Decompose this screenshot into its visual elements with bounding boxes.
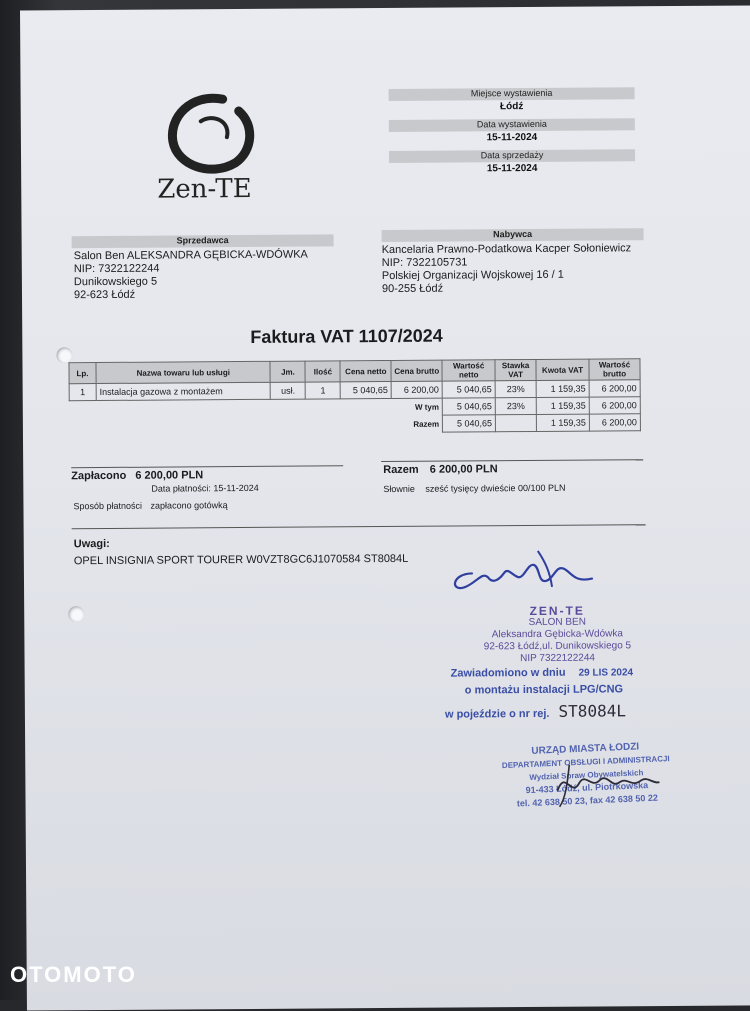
- in-words-block: [383, 483, 565, 494]
- table-row-razem: [69, 414, 640, 435]
- cell-gross-value: 6 200,00: [589, 380, 640, 397]
- place-value: Łódź: [499, 101, 524, 113]
- cell-unit: usł.: [271, 382, 306, 399]
- office-department: DEPARTAMENT OBSŁUGI I ADMINISTRACJI: [501, 754, 670, 771]
- notes-text: OPEL INSIGNIA SPORT TOURER W0VZT8GC6J1070584 ST8084L: [73, 552, 409, 568]
- col-unit: Jm.: [270, 361, 305, 382]
- col-net-value: Wartość netto: [442, 360, 495, 381]
- buyer-city: 90-255 Łódź: [381, 282, 444, 296]
- buyer-nip: NIP: 7322105731: [381, 256, 468, 270]
- reg-date: 29 LIS 2024: [578, 667, 634, 679]
- cell-net-value: 5 040,65: [442, 381, 495, 398]
- otomoto-watermark: OTOMOTO: [10, 962, 137, 987]
- col-qty: Ilość: [305, 361, 340, 382]
- place-label: Miejsce wystawienia: [389, 87, 635, 101]
- issue-date-value: 15-11-2024: [486, 131, 538, 144]
- reg-vehicle: [445, 703, 685, 723]
- office-phone: tel. 42 638 50 23, fax 42 638 50 22: [516, 792, 659, 809]
- seller-nip: NIP: 7322122244: [73, 262, 160, 276]
- office-name: URZĄD MIASTA ŁODZI: [531, 741, 640, 757]
- buyer-street: Polskiej Organizacji Wojskowej 16 / 1: [381, 268, 564, 283]
- cell-vat-amount: 1 159,35: [536, 380, 589, 397]
- in-words-value: sześć tysięcy dwieście 00/100 PLN: [425, 482, 566, 494]
- payment-method-block: [73, 500, 227, 511]
- cell-lp: 1: [69, 384, 96, 401]
- office-division: Wydział Spraw Obywatelskich: [529, 768, 644, 783]
- in-words-label: Słownie: [383, 483, 415, 495]
- cell-net-price: 5 040,65: [340, 381, 391, 398]
- cell-vat-rate: 23%: [495, 380, 536, 397]
- signature-icon: [442, 542, 612, 603]
- invoice-title: Faktura VAT 1107/2024: [250, 325, 443, 347]
- seller-name: Salon Ben ALEKSANDRA GĘBICKA-WDÓWKA: [73, 248, 308, 263]
- razem-label: Razem: [413, 419, 440, 429]
- col-gross-value: Wartość brutto: [589, 359, 640, 380]
- buyer-label: Nabywca: [382, 228, 644, 242]
- col-vat-amount: Kwota VAT: [536, 359, 589, 380]
- enso-logo-icon: [161, 91, 262, 182]
- items-table: [68, 358, 640, 435]
- buyer-name: Kancelaria Prawno-Podatkowa Kacper Sołoniewicz: [381, 242, 632, 257]
- razem-vat: 1 159,35: [536, 414, 589, 431]
- stamp-owner: Aleksandra Gębicka-Wdówka: [491, 628, 623, 641]
- col-net-price: Cena netto: [340, 360, 391, 381]
- wtym-net: 5 040,65: [442, 398, 495, 415]
- cell-gross-price: 6 200,00: [391, 381, 442, 398]
- divider-notes: [72, 524, 646, 529]
- paid-block: [71, 469, 203, 482]
- col-lp: Lp.: [69, 363, 96, 384]
- payment-method-label: Sposób płatności: [73, 500, 143, 512]
- col-gross-price: Cena brutto: [391, 360, 442, 381]
- registration-stamp: [445, 664, 685, 723]
- divider-total: [381, 459, 643, 462]
- total-value: 6 200,00 PLN: [429, 463, 498, 476]
- col-name: Nazwa towaru lub usługi: [96, 361, 271, 383]
- office-signature-icon: [545, 758, 665, 809]
- punch-hole-top: [56, 347, 72, 363]
- punch-hole-bottom: [68, 606, 84, 622]
- cell-qty: 1: [306, 382, 341, 399]
- reg-notified: [445, 664, 685, 683]
- paid-label: Zapłacono: [71, 469, 127, 483]
- reg-notified-text: Zawiadomiono w dniu: [450, 666, 566, 680]
- divider-paid: [71, 465, 343, 468]
- office-address: 91-433 Łódź, ul. Piotrkowska: [525, 780, 649, 796]
- cell-name: Instalacja gazowa z montażem: [96, 382, 271, 400]
- wtym-label: W tym: [414, 402, 440, 412]
- logo-text: Zen-TE: [157, 173, 252, 205]
- total-label: Razem: [383, 463, 419, 477]
- sale-date-value: 15-11-2024: [486, 162, 538, 175]
- notes-label: Uwagi:: [73, 537, 110, 551]
- total-block: [383, 463, 497, 476]
- wtym-vat: 1 159,35: [536, 397, 589, 414]
- invoice-paper: [20, 5, 750, 1010]
- razem-net: 5 040,65: [443, 415, 496, 432]
- razem-gross: 6 200,00: [589, 414, 640, 431]
- stamp-nip: NIP 7322122244: [520, 652, 596, 665]
- reg-vehicle-text: w pojeździe o nr rej.: [444, 707, 550, 721]
- seller-block: [74, 248, 364, 302]
- company-stamp: [442, 604, 672, 666]
- stamp-salon: SALON BEN: [528, 616, 586, 629]
- seller-city: 92-623 Łódź: [73, 288, 136, 302]
- paid-value: 6 200,00 PLN: [135, 469, 204, 482]
- issue-date-label: Data wystawienia: [389, 118, 635, 132]
- payment-due-date: Data płatności: 15-11-2024: [151, 482, 259, 494]
- sale-date-label: Data sprzedaży: [389, 149, 635, 163]
- col-vat-rate: Stawka VAT: [495, 359, 536, 380]
- razem-rate: [495, 414, 536, 431]
- buyer-block: [382, 242, 682, 296]
- wtym-rate: 23%: [495, 397, 536, 414]
- reg-install: o montażu instalacji LPG/CNG: [464, 683, 624, 697]
- reg-plate: ST8084L: [558, 701, 627, 721]
- seller-street: Dunikowskiego 5: [73, 275, 158, 289]
- payment-method-value: zapłacono gotówką: [150, 500, 228, 511]
- seller-label: Sprzedawca: [72, 234, 334, 248]
- stamp-address: 92-623 Łódź,ul. Dunikowskiego 5: [483, 640, 632, 653]
- stamp-company: ZEN-TE: [529, 603, 585, 619]
- wtym-gross: 6 200,00: [589, 397, 640, 414]
